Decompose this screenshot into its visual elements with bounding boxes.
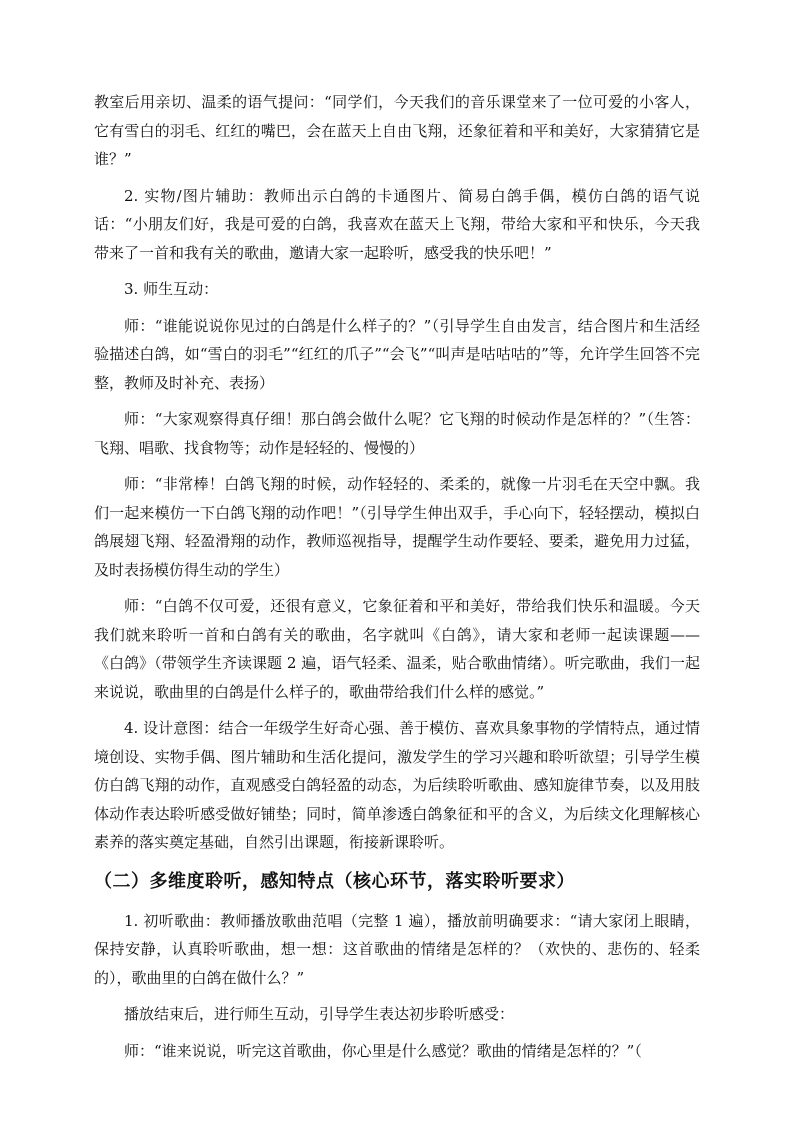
document-body bbox=[94, 88, 700, 1073]
paragraph-interaction-title: 3. 师生互动： bbox=[124, 280, 219, 298]
section-heading: （二）多维度聆听，感知特点（核心环节，落实聆听要求） bbox=[94, 870, 575, 892]
paragraph-teacher-q5: 师：“谁来说说，听完这首歌曲，你心里是什么感觉？歌曲的情绪是怎样的？”（ bbox=[124, 1041, 642, 1060]
paragraph-teacher-q4: 师：“白鸽不仅可爱，还很有意义，它象征着和平和美好，带给我们快乐和温暖。今天我们就来聆听一首和白鸽有关的歌曲，名字就叫《白鸽》，请大家和老师一起读课题——《白鸽》（带领学生齐读课题 2 遍，语气轻柔、温柔，贴合歌曲情绪）。听完歌曲，我们一起来说说，歌曲里的白鸽是什么样子的，歌曲带给我们什么样的感觉。” bbox=[94, 597, 700, 701]
paragraph-after-play: 播放结束后，进行师生互动，引导学生表达初步聆听感受： bbox=[124, 1005, 515, 1023]
paragraph-teacher-q3: 师：“非常棒！白鸽飞翔的时候，动作轻轻的、柔柔的，就像一片羽毛在天空中飘。我们一起来模仿一下白鸽飞翔的动作吧！”（引导学生伸出双手，手心向下，轻轻摆动，模拟白鸽展翅飞翔、轻盈滑翔的动作，教师巡视指导，提醒学生动作要轻、要柔，避免用力过猛，及时表扬模仿得生动的学生） bbox=[94, 475, 700, 579]
paragraph-teacher-q2: 师：“大家观察得真仔细！那白鸽会做什么呢？它飞翔的时候动作是怎样的？”（生答：飞翔、唱歌、找食物等；动作是轻轻的、慢慢的） bbox=[94, 410, 700, 457]
paragraph-first-listen: 1. 初听歌曲：教师播放歌曲范唱（完整 1 遍），播放前明确要求：“请大家闭上眼睛，保持安静，认真聆听歌曲，想一想：这首歌曲的情绪是怎样的？（欢快的、悲伤的、轻柔的），歌曲里的白鸽在做什么？” bbox=[94, 911, 700, 987]
paragraph-props-aid: 2. 实物/图片辅助：教师出示白鸽的卡通图片、简易白鸽手偶，模仿白鸽的语气说话：“小朋友们好，我是可爱的白鸽，我喜欢在蓝天上飞翔，带给大家和平和快乐，今天我带来了一首和我有关的歌曲，邀请大家一起聆听，感受我的快乐吧！” bbox=[94, 186, 700, 262]
paragraph-design-intent: 4. 设计意图：结合一年级学生好奇心强、善于模仿、喜欢具象事物的学情特点，通过情境创设、实物手偶、图片辅助和生活化提问，激发学生的学习兴趣和聆听欲望；引导学生模仿白鸽飞翔的动作，直观感受白鸽轻盈的动态，为后续聆听歌曲、感知旋律节奏，以及用肢体动作表达聆听感受做好铺垫；同时，简单渗透白鸽象征和平的含义，为后续文化理解核心素养的落实奠定基础，自然引出课题，衔接新课聆听。 bbox=[94, 719, 700, 851]
paragraph-intro-question: 教室后用亲切、温柔的语气提问：“同学们，今天我们的音乐课堂来了一位可爱的小客人，它有雪白的羽毛、红红的嘴巴，会在蓝天上自由飞翔，还象征着和平和美好，大家猜猜它是谁？” bbox=[94, 93, 700, 168]
paragraph-teacher-q1: 师：“谁能说说你见过的白鸽是什么样子的？”（引导学生自由发言，结合图片和生活经验描述白鸽，如“雪白的羽毛”“红红的爪子”“会飞”“叫声是咕咕咕的”等，允许学生回答不完整，教师及时补充、表扬） bbox=[94, 316, 700, 392]
